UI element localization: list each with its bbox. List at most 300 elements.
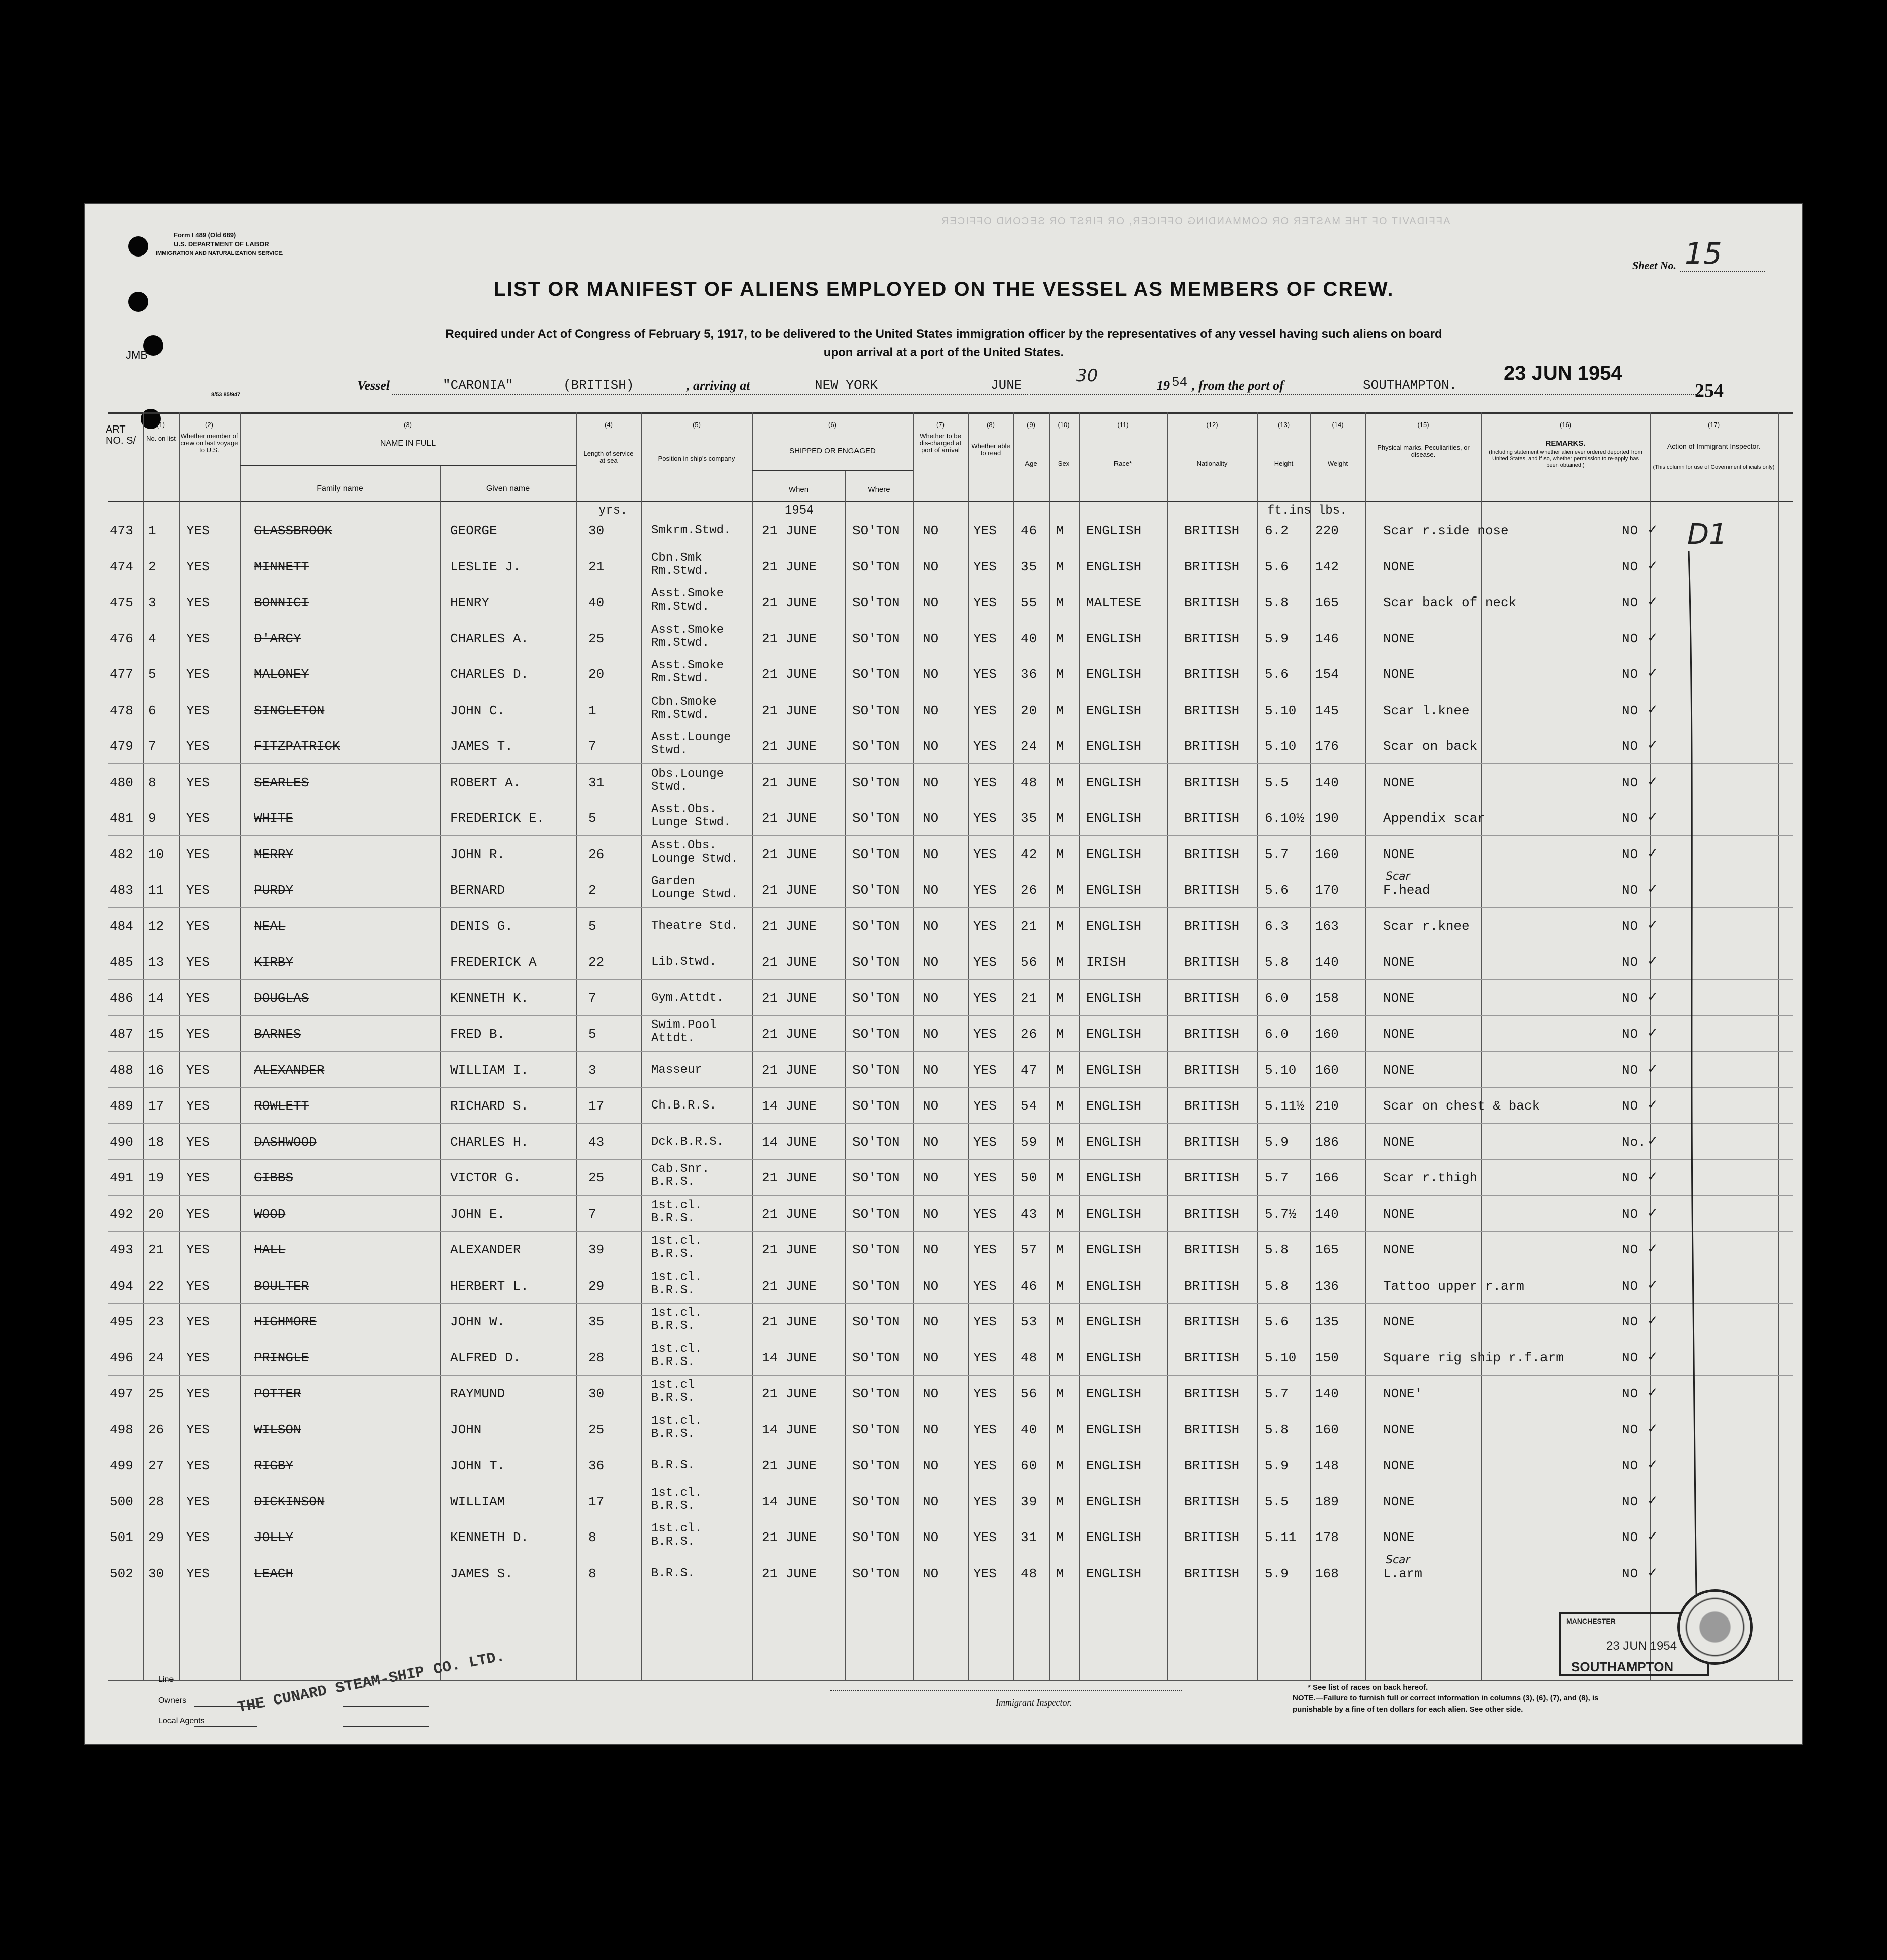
cell-disch: NO xyxy=(923,1530,939,1545)
cell-service: 40 xyxy=(588,595,605,610)
cell-read: YES xyxy=(973,703,997,718)
cell-no: 24 xyxy=(148,1350,164,1366)
cell-action: NO xyxy=(1622,1386,1638,1401)
cell-sex: M xyxy=(1056,1458,1064,1473)
departure-port: SOUTHAMPTON. xyxy=(1363,378,1457,393)
cell-last: YES xyxy=(186,1530,210,1545)
cell-service: 17 xyxy=(588,1494,605,1509)
note-line-2: punishable by a fine of ten dollars for each alien. See other side. xyxy=(1293,1705,1523,1714)
cell-wt: 142 xyxy=(1315,559,1339,574)
col-line xyxy=(1049,412,1050,1680)
print-code: 8/53 85/947 xyxy=(211,392,241,398)
cell-nat: BRITISH xyxy=(1184,559,1240,574)
cell-read: YES xyxy=(973,1314,997,1329)
cell-disch: NO xyxy=(923,1458,939,1473)
cell-ht: 6.3 xyxy=(1265,918,1289,934)
cell-family: SEARLES xyxy=(254,775,309,790)
cell-where: SO'TON xyxy=(852,1314,900,1329)
cell-service: 39 xyxy=(588,1242,605,1257)
cell-nat: BRITISH xyxy=(1184,1134,1240,1150)
cell-given: GEORGE xyxy=(450,523,497,538)
cell-when: 21 JUNE xyxy=(762,846,817,862)
cell-marks: NONE xyxy=(1383,1530,1415,1545)
cell-sex: M xyxy=(1056,1062,1064,1078)
cell-ht: 5.10 xyxy=(1265,739,1297,754)
cell-family: MERRY xyxy=(254,846,294,862)
cell-action: NO xyxy=(1622,1062,1638,1078)
cell-where: SO'TON xyxy=(852,1098,900,1114)
cell-wt: 220 xyxy=(1315,523,1339,538)
cell-last: YES xyxy=(186,1062,210,1078)
cell-where: SO'TON xyxy=(852,559,900,574)
col-line xyxy=(1167,412,1168,1680)
cell-wt: 146 xyxy=(1315,631,1339,646)
cell-nat: BRITISH xyxy=(1184,1062,1240,1078)
cell-where: SO'TON xyxy=(852,1458,900,1473)
cell-age: 56 xyxy=(1021,955,1037,970)
cell-race: ENGLISH xyxy=(1086,1386,1142,1401)
footer-line xyxy=(194,1726,455,1727)
cell-given: JAMES T. xyxy=(450,739,513,754)
cell-action: NO xyxy=(1622,631,1638,646)
cell-nat: BRITISH xyxy=(1184,1098,1240,1114)
cell-where: SO'TON xyxy=(852,811,900,826)
cell-marks: NONE xyxy=(1383,1242,1415,1257)
cell-service: 7 xyxy=(588,1206,596,1222)
cell-position-line-2: B.R.S. xyxy=(651,1391,695,1405)
cell-art: 502 xyxy=(110,1566,133,1581)
cell-position: Asst.Obs. xyxy=(651,803,717,816)
header-col-11-num: (11) xyxy=(1117,421,1129,429)
cell-sex: M xyxy=(1056,1386,1064,1401)
cell-age: 20 xyxy=(1021,703,1037,718)
cell-when: 21 JUNE xyxy=(762,811,817,826)
cell-race: ENGLISH xyxy=(1086,523,1142,538)
cell-sex: M xyxy=(1056,1134,1064,1150)
cell-when: 21 JUNE xyxy=(762,1566,817,1581)
cell-nat: BRITISH xyxy=(1184,846,1240,862)
cell-when: 14 JUNE xyxy=(762,1350,817,1366)
cell-given: FREDERICK A xyxy=(450,955,537,970)
cell-when: 14 JUNE xyxy=(762,1098,817,1114)
cell-family: WOOD xyxy=(254,1206,286,1222)
cell-family: GIBBS xyxy=(254,1170,294,1185)
cell-art: 499 xyxy=(110,1458,133,1473)
cell-race: ENGLISH xyxy=(1086,918,1142,934)
row-rule xyxy=(108,763,1793,764)
cell-family: MALONEY xyxy=(254,667,309,682)
cell-age: 26 xyxy=(1021,883,1037,898)
cell-action: NO xyxy=(1622,1278,1638,1294)
cell-where: SO'TON xyxy=(852,1530,900,1545)
cell-action: NO xyxy=(1622,1170,1638,1185)
cell-marks: NONE xyxy=(1383,1027,1415,1042)
cell-marks-note: Scar xyxy=(1386,1553,1410,1566)
col-line xyxy=(968,412,969,1680)
col-line xyxy=(1365,412,1366,1680)
check-icon: ✓ xyxy=(1647,882,1658,897)
cell-service: 17 xyxy=(588,1098,605,1114)
cell-position: Ch.B.R.S. xyxy=(651,1099,717,1113)
cell-where: SO'TON xyxy=(852,631,900,646)
cell-position: Theatre Std. xyxy=(651,919,738,933)
cell-sex: M xyxy=(1056,883,1064,898)
cell-no: 25 xyxy=(148,1386,164,1401)
cell-wt: 140 xyxy=(1315,775,1339,790)
cell-nat: BRITISH xyxy=(1184,1314,1240,1329)
cell-race: ENGLISH xyxy=(1086,1027,1142,1042)
cell-marks: NONE xyxy=(1383,1458,1415,1473)
header-col-9-num: (9) xyxy=(1027,421,1035,429)
cell-age: 56 xyxy=(1021,1386,1037,1401)
cell-sex: M xyxy=(1056,918,1064,934)
cell-nat: BRITISH xyxy=(1184,918,1240,934)
check-icon: ✓ xyxy=(1647,594,1658,609)
check-icon: ✓ xyxy=(1647,1169,1658,1184)
cell-wt: 160 xyxy=(1315,1422,1339,1437)
cell-nat: BRITISH xyxy=(1184,883,1240,898)
cell-read: YES xyxy=(973,559,997,574)
header-col-6-where: Where xyxy=(868,485,890,494)
page-title: LIST OR MANIFEST OF ALIENS EMPLOYED ON THE VESSEL AS MEMBERS OF CREW. xyxy=(493,278,1394,300)
header-col-16-num: (16) xyxy=(1559,421,1572,429)
cell-wt: 145 xyxy=(1315,703,1339,718)
cell-no: 14 xyxy=(148,990,164,1006)
cell-art: 492 xyxy=(110,1206,133,1222)
cell-service: 43 xyxy=(588,1134,605,1150)
cell-last: YES xyxy=(186,918,210,934)
cell-art: 495 xyxy=(110,1314,133,1329)
cell-read: YES xyxy=(973,1458,997,1473)
cell-disch: NO xyxy=(923,1242,939,1257)
cell-service: 5 xyxy=(588,1027,596,1042)
check-icon: ✓ xyxy=(1647,738,1658,753)
col-line xyxy=(1778,412,1779,1680)
cell-marks: Scar r.side nose xyxy=(1383,523,1509,538)
cell-position: Masseur xyxy=(651,1063,702,1077)
cell-family: JOLLY xyxy=(254,1530,294,1545)
cell-read: YES xyxy=(973,631,997,646)
cell-service: 20 xyxy=(588,667,605,682)
cell-marks: L.arm xyxy=(1383,1566,1423,1581)
cell-position-line-2: B.R.S. xyxy=(651,1319,695,1333)
cell-race: ENGLISH xyxy=(1086,1278,1142,1294)
cell-position-line-2: Attdt. xyxy=(651,1032,695,1045)
cell-last: YES xyxy=(186,846,210,862)
check-icon: ✓ xyxy=(1647,1277,1658,1293)
cell-given: RICHARD S. xyxy=(450,1098,529,1114)
cell-marks: NONE xyxy=(1383,1062,1415,1078)
cell-disch: NO xyxy=(923,1170,939,1185)
row-rule xyxy=(108,1375,1793,1376)
cell-sex: M xyxy=(1056,1566,1064,1581)
cell-action: NO xyxy=(1622,1242,1638,1257)
cell-read: YES xyxy=(973,595,997,610)
header-col-16-note: (Including statement whether alien ever ordered deported from United States, and if so, whether permission to re-apply has been obtained.) xyxy=(1489,449,1642,468)
check-icon: ✓ xyxy=(1647,1565,1658,1580)
cell-no: 1 xyxy=(148,523,156,538)
cell-last: YES xyxy=(186,1386,210,1401)
cell-ht: 6.10½ xyxy=(1265,811,1305,826)
header-col-3-family: Family name xyxy=(317,484,363,493)
cell-sex: M xyxy=(1056,1314,1064,1329)
cell-disch: NO xyxy=(923,1350,939,1366)
cell-action: No. xyxy=(1622,1134,1646,1150)
cell-ht: 5.8 xyxy=(1265,1422,1289,1437)
cell-position: 1st.cl. xyxy=(651,1486,702,1500)
punch-hole xyxy=(128,236,148,257)
cell-last: YES xyxy=(186,883,210,898)
cell-action: NO xyxy=(1622,1566,1638,1581)
cell-wt: 148 xyxy=(1315,1458,1339,1473)
header-col-7: Whether to be dis-charged at port of arrival xyxy=(919,432,962,454)
cell-race: ENGLISH xyxy=(1086,775,1142,790)
cell-position: Smkrm.Stwd. xyxy=(651,524,731,537)
cell-ht: 5.11½ xyxy=(1265,1098,1305,1114)
cell-where: SO'TON xyxy=(852,1242,900,1257)
vessel-label: Vessel xyxy=(357,378,390,393)
cell-age: 46 xyxy=(1021,1278,1037,1294)
cell-given: CHARLES H. xyxy=(450,1134,529,1150)
cell-when: 14 JUNE xyxy=(762,1134,817,1150)
cell-last: YES xyxy=(186,739,210,754)
cell-race: ENGLISH xyxy=(1086,1098,1142,1114)
cell-race: ENGLISH xyxy=(1086,1530,1142,1545)
cell-age: 31 xyxy=(1021,1530,1037,1545)
header-col-6-when: When xyxy=(788,485,809,494)
col-line xyxy=(845,470,846,1680)
cell-position-line-2: B.R.S. xyxy=(651,1283,695,1297)
cell-no: 23 xyxy=(148,1314,164,1329)
cell-marks: Appendix scar xyxy=(1383,811,1485,826)
cell-position: Lib.Stwd. xyxy=(651,955,717,969)
cell-position: Cbn.Smk xyxy=(651,551,702,565)
check-icon: ✓ xyxy=(1647,1421,1658,1436)
cell-service: 5 xyxy=(588,811,596,826)
cell-last: YES xyxy=(186,1098,210,1114)
cell-no: 9 xyxy=(148,811,156,826)
cell-read: YES xyxy=(973,955,997,970)
cell-age: 26 xyxy=(1021,1027,1037,1042)
cell-family: BOULTER xyxy=(254,1278,309,1294)
cell-service: 22 xyxy=(588,955,605,970)
cell-sex: M xyxy=(1056,1494,1064,1509)
header-art-no: ART NO. S/ xyxy=(106,424,136,446)
cell-sex: M xyxy=(1056,811,1064,826)
row-rule xyxy=(108,1015,1793,1016)
cell-ht: 6.0 xyxy=(1265,990,1289,1006)
cell-position-line-2: B.R.S. xyxy=(651,1499,695,1513)
cell-art: 475 xyxy=(110,595,133,610)
required-line-2: upon arrival at a port of the United States. xyxy=(823,346,1064,359)
cell-read: YES xyxy=(973,811,997,826)
cell-position: Asst.Smoke xyxy=(651,587,724,601)
cell-disch: NO xyxy=(923,739,939,754)
cell-family: DICKINSON xyxy=(254,1494,325,1509)
cell-disch: NO xyxy=(923,559,939,574)
header-col-12: Nationality xyxy=(1196,460,1228,467)
cell-age: 55 xyxy=(1021,595,1037,610)
cell-read: YES xyxy=(973,1422,997,1437)
cell-nat: BRITISH xyxy=(1184,1350,1240,1366)
department: U.S. DEPARTMENT OF LABOR xyxy=(174,240,269,248)
arrival-port: NEW YORK xyxy=(815,378,878,393)
cell-race: ENGLISH xyxy=(1086,990,1142,1006)
cell-read: YES xyxy=(973,990,997,1006)
cell-given: KENNETH D. xyxy=(450,1530,529,1545)
cell-wt: 190 xyxy=(1315,811,1339,826)
header-col-10: Sex xyxy=(1058,460,1070,467)
cell-last: YES xyxy=(186,1206,210,1222)
cell-disch: NO xyxy=(923,846,939,862)
cell-race: IRISH xyxy=(1086,955,1126,970)
cell-art: 476 xyxy=(110,631,133,646)
cell-art: 473 xyxy=(110,523,133,538)
cell-read: YES xyxy=(973,1170,997,1185)
header-col-15-num: (15) xyxy=(1417,421,1429,429)
cell-sex: M xyxy=(1056,775,1064,790)
cell-position-line-2: Lounge Stwd. xyxy=(651,888,738,901)
header-col-11: Race* xyxy=(1113,460,1132,467)
cell-age: 48 xyxy=(1021,775,1037,790)
cell-art: 483 xyxy=(110,883,133,898)
cell-action: NO xyxy=(1622,559,1638,574)
cell-marks: Square rig ship r.f.arm xyxy=(1383,1350,1564,1366)
races-note: * See list of races on back hereof. xyxy=(1308,1683,1428,1692)
cell-read: YES xyxy=(973,1062,997,1078)
company-stamp: THE CUNARD STEAM-SHIP CO. LTD. xyxy=(236,1648,506,1717)
row-rule xyxy=(108,835,1793,836)
cell-art: 491 xyxy=(110,1170,133,1185)
cell-given: HERBERT L. xyxy=(450,1278,529,1294)
cell-sex: M xyxy=(1056,559,1064,574)
cell-last: YES xyxy=(186,1566,210,1581)
cell-where: SO'TON xyxy=(852,1422,900,1437)
col-line xyxy=(576,412,577,1680)
cell-when: 21 JUNE xyxy=(762,1458,817,1473)
cell-service: 30 xyxy=(588,523,605,538)
cell-marks-note: Scar xyxy=(1386,870,1410,883)
cell-read: YES xyxy=(973,667,997,682)
cell-sex: M xyxy=(1056,523,1064,538)
cell-family: WILSON xyxy=(254,1422,301,1437)
cell-ht: 5.7½ xyxy=(1265,1206,1297,1222)
cell-position: Dck.B.R.S. xyxy=(651,1135,724,1149)
cell-nat: BRITISH xyxy=(1184,1494,1240,1509)
cell-sex: M xyxy=(1056,1278,1064,1294)
check-icon: ✓ xyxy=(1647,1241,1658,1256)
cell-race: ENGLISH xyxy=(1086,846,1142,862)
cell-marks: NONE xyxy=(1383,775,1415,790)
cell-ht: 5.10 xyxy=(1265,1062,1297,1078)
cell-action: NO xyxy=(1622,1530,1638,1545)
cell-sex: M xyxy=(1056,846,1064,862)
cell-age: 48 xyxy=(1021,1350,1037,1366)
cell-when: 21 JUNE xyxy=(762,523,817,538)
cell-family: POTTER xyxy=(254,1386,301,1401)
cell-disch: NO xyxy=(923,1422,939,1437)
cell-when: 21 JUNE xyxy=(762,667,817,682)
cell-position: Asst.Smoke xyxy=(651,623,724,637)
cell-ht: 5.11 xyxy=(1265,1530,1297,1545)
cell-action: NO xyxy=(1622,955,1638,970)
cell-marks: Scar on back xyxy=(1383,739,1478,754)
cell-when: 21 JUNE xyxy=(762,703,817,718)
cell-when: 14 JUNE xyxy=(762,1494,817,1509)
sheet-number-underline xyxy=(1680,271,1765,272)
cell-age: 50 xyxy=(1021,1170,1037,1185)
cell-race: ENGLISH xyxy=(1086,1134,1142,1150)
check-icon: ✓ xyxy=(1647,1349,1658,1365)
service-name: IMMIGRATION AND NATURALIZATION SERVICE. xyxy=(156,250,284,257)
check-icon: ✓ xyxy=(1647,630,1658,645)
cell-race: ENGLISH xyxy=(1086,1422,1142,1437)
cell-art: 479 xyxy=(110,739,133,754)
cell-family: PURDY xyxy=(254,883,294,898)
cell-marks: NONE xyxy=(1383,1494,1415,1509)
cell-no: 2 xyxy=(148,559,156,574)
cell-nat: BRITISH xyxy=(1184,1386,1240,1401)
cell-read: YES xyxy=(973,1350,997,1366)
cell-nat: BRITISH xyxy=(1184,1242,1240,1257)
cell-no: 15 xyxy=(148,1027,164,1042)
cell-service: 1 xyxy=(588,703,596,718)
header-col-7-num: (7) xyxy=(936,421,945,429)
cell-action: NO xyxy=(1622,883,1638,898)
cell-race: ENGLISH xyxy=(1086,1170,1142,1185)
cell-last: YES xyxy=(186,703,210,718)
cell-art: 490 xyxy=(110,1134,133,1150)
cell-wt: 140 xyxy=(1315,1386,1339,1401)
agents-label: Local Agents xyxy=(158,1717,205,1725)
header-col-13: Height xyxy=(1274,460,1294,467)
cell-position: 1st.cl. xyxy=(651,1270,702,1284)
row-rule xyxy=(108,1231,1793,1232)
cell-read: YES xyxy=(973,739,997,754)
cell-read: YES xyxy=(973,1027,997,1042)
header-col-17-num: (17) xyxy=(1707,421,1720,429)
stamp-date: 23 JUN 1954 xyxy=(1606,1639,1677,1653)
cell-where: SO'TON xyxy=(852,1278,900,1294)
cell-sex: M xyxy=(1056,1027,1064,1042)
arrival-day: 30 xyxy=(1076,366,1098,386)
cell-action: NO xyxy=(1622,811,1638,826)
cell-position-line-2: B.R.S. xyxy=(651,1211,695,1225)
cell-service: 7 xyxy=(588,990,596,1006)
col-line xyxy=(1310,412,1311,1680)
cell-ht: 5.6 xyxy=(1265,1314,1289,1329)
cell-action: NO xyxy=(1622,523,1638,538)
header-col-8: Whether able to read xyxy=(971,442,1010,457)
cell-where: SO'TON xyxy=(852,775,900,790)
cell-last: YES xyxy=(186,1458,210,1473)
row-rule xyxy=(108,1159,1793,1160)
cell-position: Swim.Pool xyxy=(651,1018,717,1032)
cell-marks: F.head xyxy=(1383,883,1430,898)
cell-when: 14 JUNE xyxy=(762,1422,817,1437)
cell-race: ENGLISH xyxy=(1086,1494,1142,1509)
cell-wt: 165 xyxy=(1315,595,1339,610)
cell-last: YES xyxy=(186,1314,210,1329)
cell-sex: M xyxy=(1056,1422,1064,1437)
cell-marks: NONE xyxy=(1383,559,1415,574)
shipped-subheader-line xyxy=(752,470,913,471)
cell-sex: M xyxy=(1056,1350,1064,1366)
cell-last: YES xyxy=(186,955,210,970)
header-col-5-num: (5) xyxy=(693,421,701,429)
units-year: 1954 xyxy=(785,504,814,518)
row-rule xyxy=(108,1051,1793,1052)
